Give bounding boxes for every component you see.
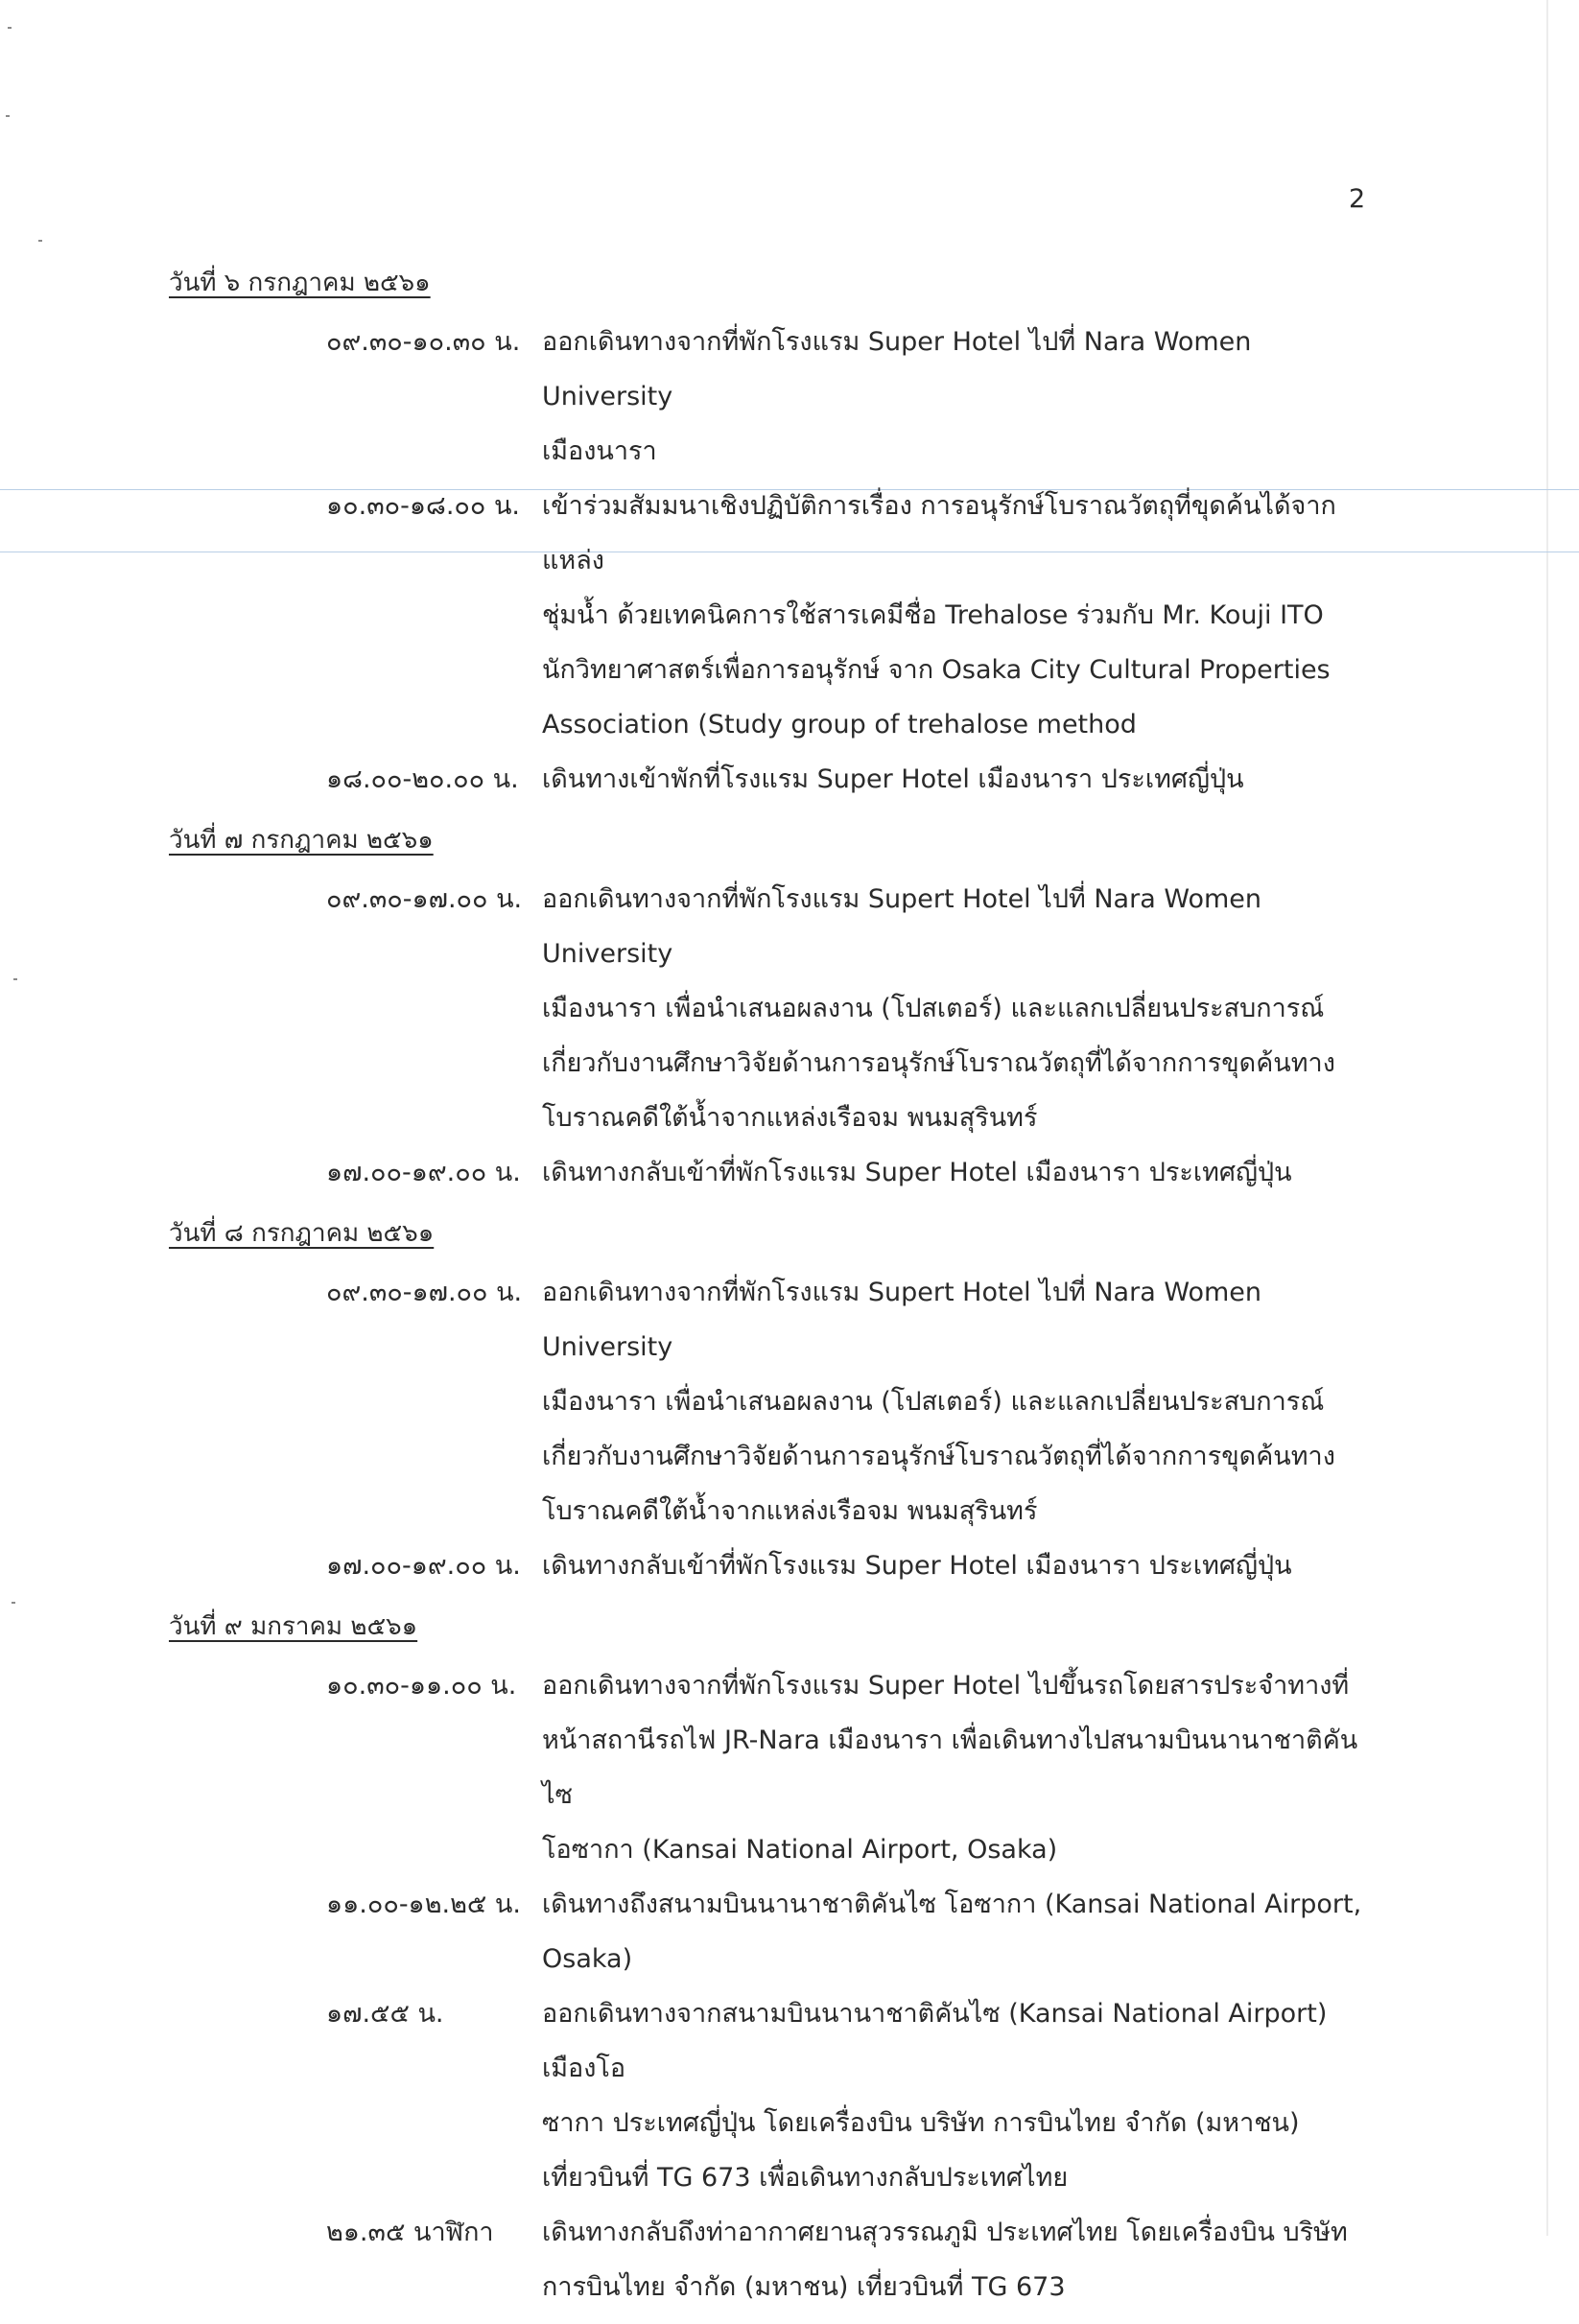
description-line: เที่ยวบินที่ TG 673 เพื่อเดินทางกลับประเทศไทย	[542, 2163, 1069, 2193]
entry-time-cell	[0, 1145, 542, 1200]
description-line: ออกเดินทางจากที่พักโรงแรม Super Hotel ไปที่ Nara Women University	[542, 327, 1252, 411]
description-line: เกี่ยวกับงานศึกษาวิจัยด้านการอนุรักษ์โบราณวัตถุที่ได้จากการขุดค้นทาง	[542, 1442, 1335, 1471]
entry-description	[542, 1538, 1369, 1593]
day-spacer	[0, 1200, 1579, 1209]
description-line: ออกเดินทางจากที่พักโรงแรม Supert Hotel ไปที่ Nara Women University	[542, 1278, 1261, 1362]
description-line: เดินทางเข้าพักที่โรงแรม Super Hotel เมืองนารา ประเทศญี่ปุ่น	[542, 764, 1244, 794]
description-line: นักวิทยาศาสตร์เพื่อการอนุรักษ์ จาก Osaka City Cultural Properties	[542, 655, 1331, 685]
entry-time: ๒๑.๓๕ นาฬิกา	[326, 2218, 494, 2247]
day-heading	[169, 1209, 1579, 1265]
entry-time: ๑๐.๓๐-๑๑.๐๐ น.	[326, 1671, 517, 1701]
schedule-entry	[0, 752, 1579, 807]
day-heading	[169, 1603, 1579, 1658]
schedule-entry	[0, 1265, 1579, 1538]
description-line: เมืองนารา เพื่อนำเสนอผลงาน (โปสเตอร์) และแลกเปลี่ยนประสบการณ์	[542, 1387, 1325, 1417]
description-line: ออกเดินทางจากที่พักโรงแรม Super Hotel ไปขึ้นรถโดยสารประจำทางที่	[542, 1671, 1350, 1701]
day-heading	[169, 816, 1579, 872]
entry-time: ๐๙.๓๐-๑๐.๓๐ น.	[326, 327, 521, 357]
entry-time: ๐๙.๓๐-๑๗.๐๐ น.	[326, 884, 523, 914]
entry-time-cell	[0, 479, 542, 752]
day-spacer	[0, 2314, 1579, 2324]
description-line: ออกเดินทางจากสนามบินนานาชาติคันไซ (Kansai National Airport) เมืองโอ	[542, 1999, 1328, 2083]
entry-description	[542, 1986, 1369, 2205]
schedule-entry	[0, 1658, 1579, 1877]
entry-time: ๑๗.๕๕ น.	[326, 1999, 444, 2029]
schedule	[0, 259, 1579, 2324]
schedule-entry	[0, 872, 1579, 1145]
schedule-entry	[0, 315, 1579, 479]
entry-description	[542, 1265, 1369, 1538]
entry-time-cell	[0, 1877, 542, 1986]
description-line: การบินไทย จำกัด (มหาชน) เที่ยวบินที่ TG 673	[542, 2272, 1066, 2302]
schedule-entry	[0, 1986, 1579, 2205]
schedule-entry	[0, 1538, 1579, 1593]
description-line: Osaka)	[542, 1944, 633, 1974]
description-line: ซากา ประเทศญี่ปุ่น โดยเครื่องบิน บริษัท การบินไทย จำกัด (มหาชน)	[542, 2108, 1300, 2138]
scan-speck	[6, 115, 10, 117]
entry-time: ๑๐.๓๐-๑๘.๐๐ น.	[326, 491, 521, 521]
entry-description	[542, 1877, 1369, 1986]
entry-time: ๐๙.๓๐-๑๗.๐๐ น.	[326, 1278, 523, 1307]
entry-description	[542, 872, 1369, 1145]
schedule-entry	[0, 1145, 1579, 1200]
description-line: โอซากา (Kansai National Airport, Osaka)	[542, 1835, 1058, 1865]
description-line: เดินทางกลับถึงท่าอากาศยานสุวรรณภูมิ ประเทศไทย โดยเครื่องบิน บริษัท	[542, 2218, 1348, 2247]
entry-time-cell	[0, 2205, 542, 2314]
entry-description	[542, 315, 1369, 479]
description-line: เมืองนารา เพื่อนำเสนอผลงาน (โปสเตอร์) และแลกเปลี่ยนประสบการณ์	[542, 994, 1325, 1023]
entry-time-cell	[0, 1658, 542, 1877]
schedule-entry	[0, 1877, 1579, 1986]
entry-time: ๑๗.๐๐-๑๙.๐๐ น.	[326, 1551, 521, 1581]
entry-time: ๑๑.๐๐-๑๒.๒๕ น.	[326, 1890, 521, 1919]
day-date: วันที่ ๖ กรกฎาคม ๒๕๖๑	[169, 269, 431, 297]
day-heading	[169, 259, 1579, 315]
description-line: เมืองนารา	[542, 436, 657, 466]
description-line: เข้าร่วมสัมมนาเชิงปฏิบัติการเรื่อง การอนุรักษ์โบราณวัตถุที่ขุดค้นได้จากแหล่ง	[542, 491, 1336, 575]
entry-time-cell	[0, 1538, 542, 1593]
entry-time-cell	[0, 315, 542, 479]
scan-speck	[38, 240, 42, 242]
entry-time-cell	[0, 872, 542, 1145]
day-spacer	[0, 1593, 1579, 1603]
description-line: เดินทางกลับเข้าที่พักโรงแรม Super Hotel เมืองนารา ประเทศญี่ปุ่น	[542, 1158, 1292, 1187]
entry-time: ๑๘.๐๐-๒๐.๐๐ น.	[326, 764, 519, 794]
entry-time: ๑๗.๐๐-๑๙.๐๐ น.	[326, 1158, 521, 1187]
description-line: เดินทางกลับเข้าที่พักโรงแรม Super Hotel เมืองนารา ประเทศญี่ปุ่น	[542, 1551, 1292, 1581]
description-line: ออกเดินทางจากที่พักโรงแรม Supert Hotel ไปที่ Nara Women University	[542, 884, 1261, 969]
page-number: 2	[1349, 184, 1366, 214]
schedule-entry	[0, 479, 1579, 752]
description-line: โบราณคดีใต้น้ำจากแหล่งเรือจม พนมสุรินทร์	[542, 1496, 1038, 1526]
description-line: โบราณคดีใต้น้ำจากแหล่งเรือจม พนมสุรินทร์	[542, 1103, 1038, 1133]
schedule-entry	[0, 2205, 1579, 2314]
description-line: หน้าสถานีรถไฟ JR-Nara เมืองนารา เพื่อเดินทางไปสนามบินนานาชาติคันไซ	[542, 1725, 1358, 1810]
scan-speck	[8, 27, 12, 29]
description-line: เกี่ยวกับงานศึกษาวิจัยด้านการอนุรักษ์โบราณวัตถุที่ได้จากการขุดค้นทาง	[542, 1048, 1335, 1078]
entry-time-cell	[0, 1265, 542, 1538]
description-line: ชุ่มน้ำ ด้วยเทคนิคการใช้สารเคมีชื่อ Trehalose ร่วมกับ Mr. Kouji ITO	[542, 600, 1324, 630]
description-line: Association (Study group of trehalose method	[542, 710, 1137, 739]
entry-description	[542, 1658, 1369, 1877]
entry-description	[542, 2205, 1369, 2314]
day-spacer	[0, 807, 1579, 816]
day-date: วันที่ ๙ มกราคม ๒๕๖๑	[169, 1612, 418, 1641]
entry-description	[542, 752, 1369, 807]
description-line: เดินทางถึงสนามบินนานาชาติคันไซ โอซากา (Kansai National Airport,	[542, 1890, 1362, 1919]
day-date: วันที่ ๘ กรกฎาคม ๒๕๖๑	[169, 1219, 435, 1248]
entry-time-cell	[0, 1986, 542, 2205]
entry-description	[542, 479, 1369, 752]
entry-time-cell	[0, 752, 542, 807]
day-date: วันที่ ๗ กรกฎาคม ๒๕๖๑	[169, 826, 434, 855]
entry-description	[542, 1145, 1369, 1200]
